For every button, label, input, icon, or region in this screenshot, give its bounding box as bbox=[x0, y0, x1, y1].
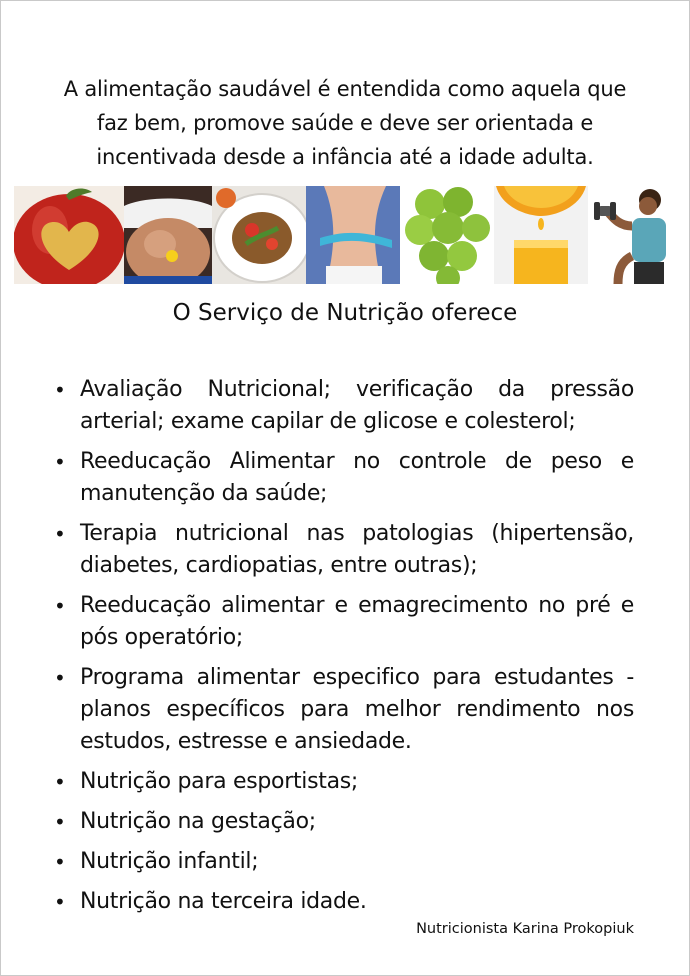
heart-apple-image bbox=[14, 186, 124, 284]
bullet-icon: • bbox=[54, 810, 66, 834]
list-item bbox=[52, 590, 634, 654]
service-text: Nutrição na terceira idade. bbox=[80, 889, 367, 914]
orange-juice-image bbox=[494, 186, 588, 284]
bullet-icon: • bbox=[54, 450, 66, 474]
list-item bbox=[52, 662, 634, 758]
photo-strip bbox=[14, 186, 676, 284]
bullet-icon: • bbox=[54, 522, 66, 546]
woman-dumbbell-image bbox=[588, 186, 676, 284]
intro-paragraph: A alimentação saudável é entendida como aquela que faz bem, promove saúde e deve ser orientada e incentivada desde a infância até a idade adulta. bbox=[63, 77, 627, 169]
bullet-icon: • bbox=[54, 850, 66, 874]
section-title: O Serviço de Nutrição oferece bbox=[172, 300, 518, 326]
service-text: Avaliação Nutricional; verificação da pressão arterial; exame capilar de glicose e colesterol; bbox=[80, 377, 634, 434]
bullet-icon: • bbox=[54, 770, 66, 794]
pregnant-belly-image bbox=[124, 186, 212, 284]
service-text: Nutrição para esportistas; bbox=[80, 769, 359, 794]
grapes-image bbox=[400, 186, 494, 284]
service-text: Nutrição infantil; bbox=[80, 849, 259, 874]
list-item bbox=[52, 806, 634, 838]
signature: Nutricionista Karina Prokopiuk bbox=[416, 921, 634, 937]
list-item bbox=[52, 518, 634, 582]
service-text: Reeducação alimentar e emagrecimento no pré e pós operatório; bbox=[80, 593, 634, 650]
service-text: Programa alimentar especifico para estudantes - planos específicos para melhor rendimento nos estudos, estresse e ansiedade. bbox=[80, 665, 634, 754]
bullet-icon: • bbox=[54, 666, 66, 690]
measuring-tape-waist-image bbox=[306, 186, 400, 284]
list-item bbox=[52, 886, 634, 918]
list-item bbox=[52, 846, 634, 878]
salad-plate-image bbox=[212, 186, 306, 284]
list-item bbox=[52, 446, 634, 510]
bullet-icon: • bbox=[54, 378, 66, 402]
bullet-icon: • bbox=[54, 594, 66, 618]
service-text: Nutrição na gestação; bbox=[80, 809, 316, 834]
service-text: Reeducação Alimentar no controle de peso e manutenção da saúde; bbox=[80, 449, 634, 506]
bullet-icon: • bbox=[54, 890, 66, 914]
service-text: Terapia nutricional nas patologias (hipertensão, diabetes, cardiopatias, entre outras); bbox=[80, 521, 634, 578]
list-item bbox=[52, 374, 634, 438]
services-list bbox=[52, 374, 634, 926]
list-item bbox=[52, 766, 634, 798]
